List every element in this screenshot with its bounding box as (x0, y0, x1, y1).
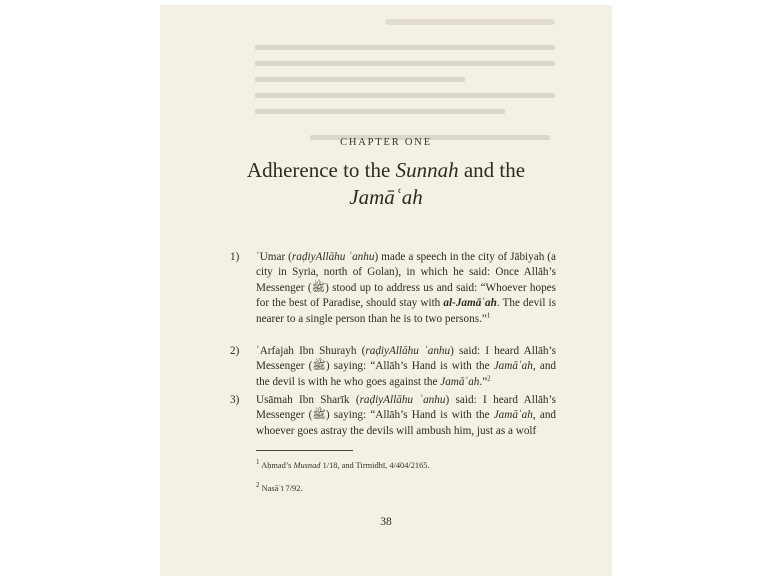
text-run: .” (479, 375, 488, 388)
page-number: 38 (380, 516, 392, 528)
text-run: ) said: I heard Allāh’s Messenger (ﷺ) saying: “Allāh’s Hand is with the (256, 394, 556, 422)
italic-term: Jamāʿah (493, 360, 533, 373)
italic-term: Musnad (293, 461, 321, 470)
hadith-number: 1) (230, 251, 240, 263)
footnote (256, 483, 576, 494)
text-run: ) said: I heard Allāh’s Messenger (ﷺ) saying: “Allāh’s Hand is with the (256, 345, 556, 373)
footnote (256, 460, 576, 471)
hadith-paragraph (256, 250, 556, 327)
text-run: . The devil is nearer to a single person than he is to two persons.” (256, 297, 556, 325)
text-run: , and the devil is with he who goes against the (256, 360, 557, 388)
text-run: Nasāʾī 7/92. (259, 484, 303, 493)
chapter-label: CHAPTER ONE (340, 137, 432, 148)
bleed-line-mark (255, 93, 555, 98)
italic-term: raḍiyAllāhu ʿanhu (291, 251, 375, 263)
footnote-marker: 2 (256, 481, 260, 490)
hadith-number: 3) (230, 394, 240, 406)
bleed-header-mark (385, 19, 555, 25)
chapter-title-italic: Sunnah (395, 158, 459, 182)
text-run: ʿUmar ( (256, 251, 292, 263)
chapter-title-text: and the (458, 158, 526, 182)
hadith-paragraph (256, 344, 556, 390)
book-page (160, 5, 612, 576)
bleed-through-texture (160, 5, 612, 155)
hadith-number: 2) (230, 345, 240, 357)
footnote-marker: 2 (487, 374, 491, 383)
bleed-line-mark (255, 45, 555, 50)
footnote-marker: 1 (256, 458, 260, 467)
chapter-title-text: Adherence to the (246, 158, 396, 182)
footnote-divider (256, 450, 353, 451)
bleed-line-mark (255, 61, 555, 66)
text-run: Aḥmad’s (259, 461, 294, 470)
chapter-title (200, 157, 572, 211)
text-run: ʿArfajah Ibn Shurayh ( (256, 345, 366, 357)
bleed-line-mark (255, 77, 465, 82)
chapter-title-italic: Jamāʿah (349, 185, 423, 209)
bleed-line-mark (255, 109, 505, 114)
italic-term: raḍiyAllāhu ʿanhu (359, 394, 446, 406)
text-run: 1/18, and Tirmidhī, 4/404/2165. (320, 461, 430, 470)
emphasized-term: al-Jamāʿah (443, 297, 497, 310)
hadith-paragraph (256, 393, 556, 439)
italic-term: raḍiyAllāhu ʿanhu (365, 345, 451, 357)
footnote-marker: 1 (486, 310, 491, 319)
italic-term: Jamāʿah (493, 409, 533, 422)
text-run: , and whoever goes astray the devils will ambush him, just as a wolf (256, 409, 557, 437)
text-run: Usāmah Ibn Sharīk ( (256, 394, 360, 406)
text-run: ) made a speech in the city of Jābiyah (a city in Syria, north of Golan), in which he said: Once Allāh’s Messenger (ﷺ) stood up to address us and said: “Whoever hopes for the best of Paradise, should stay with (256, 251, 557, 310)
italic-term: Jamāʿah (440, 375, 480, 388)
